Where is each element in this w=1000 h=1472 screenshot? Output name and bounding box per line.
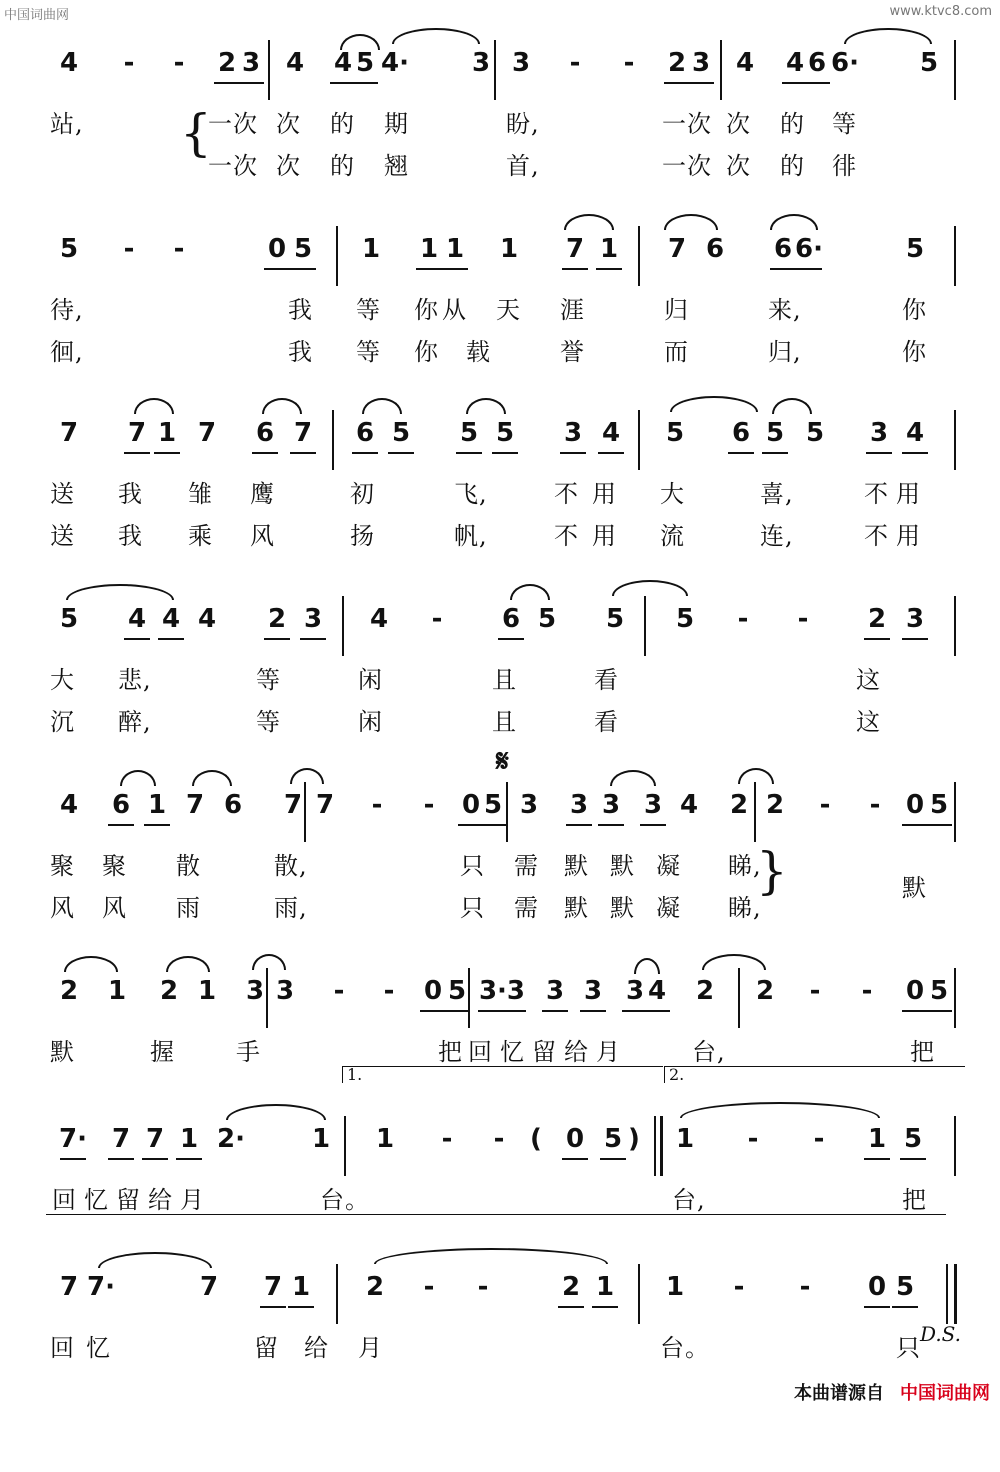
note: 1 xyxy=(858,1124,896,1154)
note: - xyxy=(423,790,435,820)
barline xyxy=(638,410,640,470)
brace: { xyxy=(180,104,212,162)
volta-second-ending: 2. xyxy=(664,1066,965,1083)
note: 4 xyxy=(735,48,755,78)
note: 3 xyxy=(519,790,539,820)
note: - xyxy=(477,1272,489,1302)
note: 1 xyxy=(138,790,176,820)
note: 5 xyxy=(805,418,825,448)
note: 4· xyxy=(381,48,409,78)
note: 5 xyxy=(537,604,557,634)
note: 1 xyxy=(665,1272,685,1302)
note: 5 xyxy=(59,234,79,264)
barline xyxy=(336,1264,338,1324)
note: - xyxy=(623,48,635,78)
note: 3 xyxy=(574,976,612,1006)
lyrics-verse-1: 送 我 雏 鹰 初 飞, 不 用 大 喜, 不 用 xyxy=(50,480,921,508)
note: - xyxy=(819,790,831,820)
barline xyxy=(720,40,722,100)
note: 6 xyxy=(246,418,284,448)
note: 6 xyxy=(722,418,760,448)
note: 2 xyxy=(159,976,179,1006)
note: 1 xyxy=(375,1124,395,1154)
note: 4 xyxy=(197,604,217,634)
note: 1 xyxy=(586,1272,624,1302)
note: - xyxy=(747,1124,759,1154)
watermark-left: 中国词曲网 xyxy=(4,8,70,23)
lyrics-verse-1: 回 忆 留 给 月 台。 台, 把 xyxy=(52,1186,927,1214)
note: 1 xyxy=(282,1272,320,1302)
note: 5 xyxy=(382,418,420,448)
note: 4 xyxy=(896,418,934,448)
note: 7 xyxy=(199,1272,219,1302)
lyrics-verse-1: 待, 我 等 你 从 天 涯 归 来, 你 xyxy=(50,296,927,324)
footer-source-label: 本曲谱源自 xyxy=(794,1383,884,1404)
note: 2 xyxy=(258,604,296,634)
note: 6 xyxy=(346,418,384,448)
note: - xyxy=(569,48,581,78)
note: 7 xyxy=(136,1124,174,1154)
note: 7 xyxy=(197,418,217,448)
note: 1 xyxy=(311,1124,331,1154)
note: 4 xyxy=(118,604,156,634)
note: 3 xyxy=(294,604,332,634)
note: 6 xyxy=(223,790,243,820)
note: 0 xyxy=(858,1272,896,1302)
barline xyxy=(332,410,334,470)
note: 1 xyxy=(361,234,381,264)
note: 7 xyxy=(185,790,205,820)
note: 3 xyxy=(616,976,654,1006)
note: 7 xyxy=(102,1124,140,1154)
note: 1 xyxy=(499,234,519,264)
note: 7 xyxy=(59,418,79,448)
note: - xyxy=(431,604,443,634)
note: - xyxy=(333,976,345,1006)
note: 5 xyxy=(675,604,695,634)
note: 7· xyxy=(54,1124,92,1154)
note: 0 xyxy=(258,234,296,264)
system-top-line xyxy=(46,1214,946,1231)
note: 1 xyxy=(436,234,474,264)
slur xyxy=(844,28,932,44)
barline xyxy=(638,1264,640,1324)
note: - xyxy=(123,48,135,78)
lyrics-verse-2: 送 我 乘 风 扬 帆, 不 用 流 连, 不 用 xyxy=(50,522,921,550)
note: 3 xyxy=(245,976,265,1006)
score-row-2 xyxy=(40,234,970,434)
lyrics-verse-1: 默 握 手 把 回 忆 留 给 月 台, 把 xyxy=(50,1038,935,1066)
note: 3 xyxy=(275,976,295,1006)
note: 2 xyxy=(765,790,785,820)
note: 0 xyxy=(414,976,452,1006)
note: 3 xyxy=(682,48,720,78)
note: 2 xyxy=(208,48,246,78)
score-row-8 xyxy=(40,1272,970,1472)
note: 3 xyxy=(232,48,270,78)
note: 4 xyxy=(324,48,362,78)
note: - xyxy=(383,976,395,1006)
ds-marking: D.S. xyxy=(920,1322,962,1346)
note: - xyxy=(173,234,185,264)
note: - xyxy=(809,976,821,1006)
note: 1 xyxy=(675,1124,695,1154)
note: 1 xyxy=(197,976,217,1006)
barline-repeat xyxy=(946,1264,948,1324)
barline xyxy=(494,40,496,100)
note: 6 xyxy=(705,234,725,264)
note: 5 xyxy=(59,604,79,634)
note: 0 xyxy=(452,790,490,820)
note: 5 xyxy=(919,48,939,78)
note: 6 xyxy=(764,234,802,264)
volta-first-ending: 1. xyxy=(342,1066,663,1083)
note: 5 xyxy=(474,790,512,820)
barline xyxy=(954,782,956,842)
note: - xyxy=(733,1272,745,1302)
note: 1 xyxy=(410,234,448,264)
note: - xyxy=(441,1124,453,1154)
note: 2 xyxy=(59,976,79,1006)
note: 7 xyxy=(283,790,303,820)
note: 7· xyxy=(87,1272,115,1302)
note: 2 xyxy=(365,1272,385,1302)
barline-repeat xyxy=(954,1264,957,1324)
watermark-right: www.ktvc8.com xyxy=(889,4,992,19)
note: 3·3 xyxy=(472,976,532,1006)
note: - xyxy=(799,1272,811,1302)
note: 7 xyxy=(59,1272,79,1302)
note: 4 xyxy=(592,418,630,448)
note: 5 xyxy=(920,790,958,820)
lyrics-verse-2: 风 风 雨 雨, 只 需 默 默 凝 睇, 默 xyxy=(50,874,927,922)
note: 2 xyxy=(552,1272,590,1302)
barline xyxy=(954,968,956,1028)
note: 6· xyxy=(831,48,859,78)
note: 3 xyxy=(471,48,491,78)
note: - xyxy=(737,604,749,634)
barline xyxy=(268,40,270,100)
note: 2 xyxy=(695,976,715,1006)
barline-repeat xyxy=(660,1116,663,1176)
note: 4 xyxy=(152,604,190,634)
barline-repeat xyxy=(654,1116,656,1176)
lyrics-verse-1: 站, 一次 次 的 期 盼, 一次 次 的 等 xyxy=(50,110,857,138)
note: - xyxy=(493,1124,505,1154)
note: 1 xyxy=(107,976,127,1006)
note: 4 xyxy=(679,790,699,820)
note: 2 xyxy=(658,48,696,78)
note: 7 xyxy=(284,418,322,448)
note: 3 xyxy=(860,418,898,448)
barline xyxy=(954,1116,956,1176)
note: 3 xyxy=(896,604,934,634)
lyrics-verse-2: 沉 醉, 等 闲 且 看 这 xyxy=(50,708,881,736)
barline xyxy=(644,596,646,656)
note: - xyxy=(123,234,135,264)
note: 6· xyxy=(790,234,828,264)
note: 3 xyxy=(536,976,574,1006)
note: 2· xyxy=(217,1124,245,1154)
note: 0 xyxy=(896,790,934,820)
note: 7 xyxy=(118,418,156,448)
note: 3 xyxy=(560,790,598,820)
brace-close: } xyxy=(756,842,788,900)
barline xyxy=(336,226,338,286)
lyrics-verse-2: 徊, 我 等 你 载 誉 而 归, 你 xyxy=(50,338,927,366)
barline xyxy=(954,596,956,656)
note: 2 xyxy=(858,604,896,634)
note: 4 xyxy=(285,48,305,78)
note: 2 xyxy=(729,790,749,820)
lyrics-verse-2: 一次 次 的 翘 首, 一次 次 的 徘 xyxy=(208,152,857,180)
note: 4 xyxy=(369,604,389,634)
note: 6 xyxy=(492,604,530,634)
slur xyxy=(392,28,480,44)
note: - xyxy=(371,790,383,820)
note: 5 xyxy=(920,976,958,1006)
note: 1 xyxy=(170,1124,208,1154)
note: - xyxy=(861,976,873,1006)
footer-site-link[interactable]: 中国词曲网 xyxy=(900,1383,990,1404)
note: 5 xyxy=(284,234,322,264)
note: 7 xyxy=(667,234,687,264)
note: 3 xyxy=(634,790,672,820)
note: 5 xyxy=(594,1124,632,1154)
barline xyxy=(468,968,470,1028)
note: 5 xyxy=(346,48,384,78)
note: 5 xyxy=(665,418,685,448)
barline xyxy=(638,226,640,286)
note: 3 xyxy=(554,418,592,448)
barline xyxy=(954,40,956,100)
note: 4 xyxy=(776,48,814,78)
score-row-3 xyxy=(40,418,970,618)
note: 7 xyxy=(315,790,335,820)
note: 5 xyxy=(486,418,524,448)
barline xyxy=(342,596,344,656)
footer-credit xyxy=(794,1379,990,1405)
segno-sign: 𝄋 xyxy=(496,744,509,779)
note: 6 xyxy=(798,48,836,78)
note: ) xyxy=(628,1124,640,1154)
note: - xyxy=(423,1272,435,1302)
note: 4 xyxy=(638,976,676,1006)
barline xyxy=(954,410,956,470)
barline xyxy=(344,1116,346,1176)
note: ( xyxy=(530,1124,542,1154)
barline xyxy=(954,226,956,286)
note: 7 xyxy=(254,1272,292,1302)
note: 3 xyxy=(511,48,531,78)
note: 5 xyxy=(438,976,476,1006)
slur xyxy=(340,34,380,50)
note: 1 xyxy=(148,418,186,448)
barline xyxy=(506,782,508,842)
note: 2 xyxy=(755,976,775,1006)
note: 5 xyxy=(894,1124,932,1154)
note: 5 xyxy=(605,604,625,634)
lyrics-verse-1: 聚 聚 散 散, 只 需 默 默 凝 睇, xyxy=(50,852,762,880)
note: 5 xyxy=(886,1272,924,1302)
note: 5 xyxy=(756,418,794,448)
note: 7 xyxy=(556,234,594,264)
note: - xyxy=(813,1124,825,1154)
note: 6 xyxy=(102,790,140,820)
lyrics-verse-1: 回 忆 留 给 月 台。 只 xyxy=(50,1334,921,1362)
score-row-1 xyxy=(40,48,970,248)
note: 5 xyxy=(450,418,488,448)
barline xyxy=(738,968,740,1028)
lyrics-verse-1: 大 悲, 等 闲 且 看 这 xyxy=(50,666,881,694)
note: - xyxy=(173,48,185,78)
note: 3 xyxy=(592,790,630,820)
note: 0 xyxy=(556,1124,594,1154)
note: 1 xyxy=(590,234,628,264)
note: 4 xyxy=(59,790,79,820)
note: 5 xyxy=(905,234,925,264)
note: 4 xyxy=(59,48,79,78)
note: 0 xyxy=(896,976,934,1006)
note: - xyxy=(797,604,809,634)
note: - xyxy=(869,790,881,820)
